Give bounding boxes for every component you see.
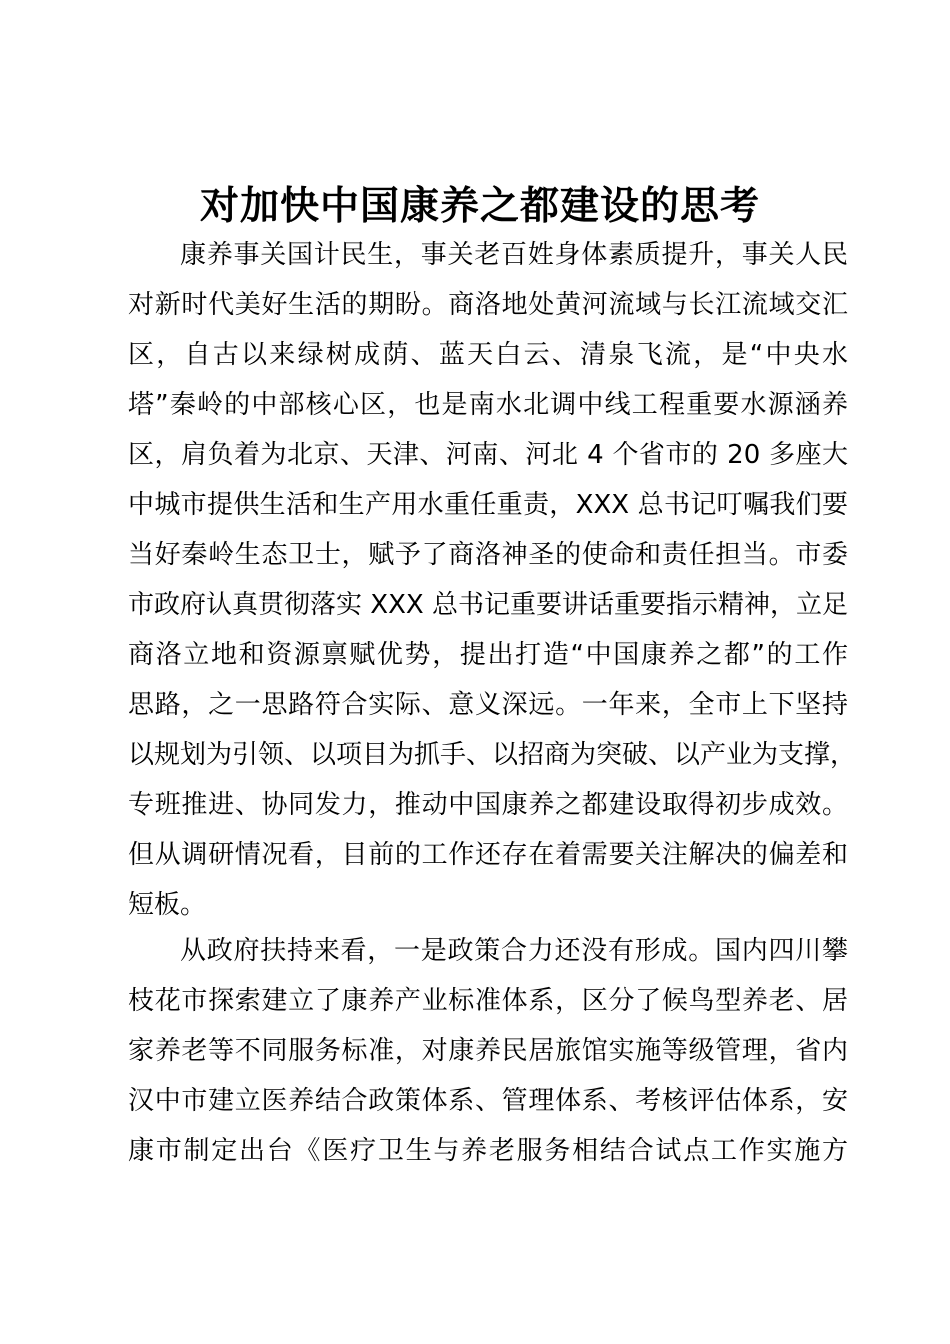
paragraph-line: 专班推进、协同发力，推动中国康养之都建设取得初步成效。 (128, 790, 848, 820)
paragraph-line: 中城市提供生活和生产用水重任重责，XXX 总书记叮嘱我们要 (128, 490, 848, 520)
paragraph-line: 区，自古以来绿树成荫、蓝天白云、清泉飞流，是“中央水 (128, 340, 848, 370)
paragraph-line: 汉中市建立医养结合政策体系、管理体系、考核评估体系，安 (128, 1086, 848, 1116)
paragraph-line: 当好秦岭生态卫士，赋予了商洛神圣的使命和责任担当。市委 (128, 540, 848, 570)
paragraph-1 (128, 230, 857, 930)
paragraph-line: 但从调研情况看，目前的工作还存在着需要关注解决的偏差和 (128, 840, 848, 870)
paragraph-line: 商洛立地和资源禀赋优势，提出打造“中国康养之都”的工作 (128, 640, 848, 670)
paragraph-line: 康市制定出台《医疗卫生与养老服务相结合试点工作实施方 (128, 1136, 848, 1166)
paragraph-line: 短板。 (128, 890, 207, 920)
paragraph-line: 对新时代美好生活的期盼。商洛地处黄河流域与长江流域交汇 (128, 290, 848, 320)
paragraph-2 (128, 926, 848, 1176)
paragraph-line: 以规划为引领、以项目为抓手、以招商为突破、以产业为支撑， (128, 740, 857, 770)
paragraph-line: 从政府扶持来看，一是政策合力还没有形成。国内四川攀 (180, 936, 848, 966)
paragraph-line: 思路，之一思路符合实际、意义深远。一年来，全市上下坚持 (128, 690, 848, 720)
paragraph-line: 家养老等不同服务标准，对康养民居旅馆实施等级管理，省内 (128, 1036, 848, 1066)
paragraph-line: 市政府认真贯彻落实 XXX 总书记重要讲话重要指示精神，立足 (128, 590, 848, 620)
document-title: 对加快中国康养之都建设的思考 (199, 183, 760, 229)
paragraph-line: 塔”秦岭的中部核心区，也是南水北调中线工程重要水源涵养 (128, 390, 848, 420)
paragraph-line: 康养事关国计民生，事关老百姓身体素质提升，事关人民 (180, 240, 848, 270)
paragraph-line: 枝花市探索建立了康养产业标准体系，区分了候鸟型养老、居 (128, 986, 848, 1016)
paragraph-line: 区，肩负着为北京、天津、河南、河北 4 个省市的 20 多座大 (128, 440, 848, 470)
